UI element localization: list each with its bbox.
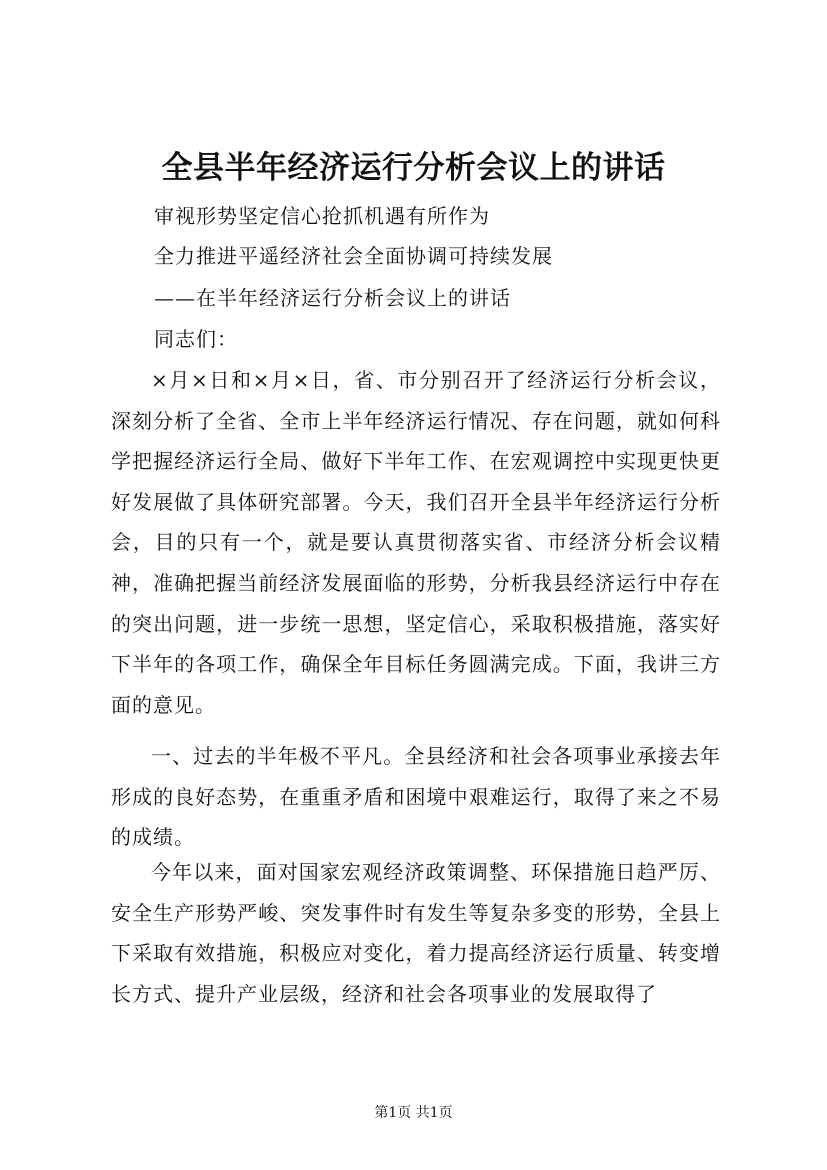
page-footer: 第1页 共1页 — [374, 1105, 453, 1121]
subtitle-line-2: 全力推进平遥经济社会全面协调可持续发展 — [154, 244, 553, 268]
body-paragraph-1: ×月×日和×月×日，省、市分别召开了经济运行分析会议，深刻分析了全省、全市上半年经济运行情况、存在问题，就如何科学把握经济运行全局、做好下半年工作、在宏观调控中实现更快更好发展做了具体研究部署。今天，我们召开全县半年经济运行分析会，目的只有一个，就是要认真贯彻落实省、市经济分析会议精神，准确把握当前经济发展面临的形势，分析我县经济运行中存在的突出问题，进一步统一思想，坚定信心，采取积极措施，落实好下半年的各项工作，确保全年目标任务圆满完成。下面，我讲三方面的意见。 — [111, 368, 721, 717]
document-title: 全县半年经济运行分析会议上的讲话 — [161, 150, 666, 186]
salutation: 同志们： — [154, 327, 238, 351]
body-paragraph-3: 今年以来，面对国家宏观经济政策调整、环保措施日趋严厉、安全生产形势严峻、突发事件时有发生等复杂多变的形势，全县上下采取有效措施，积极应对变化，着力提高经济运行质量、转变增长方式、提升产业层级，经济和社会各项事业的发展取得了 — [111, 860, 721, 1006]
subtitle-line-3: ——在半年经济运行分析会议上的讲话 — [154, 286, 511, 310]
subtitle-line-1: 审视形势坚定信心抢抓机遇有所作为 — [154, 204, 490, 228]
body-paragraph-2: 一、过去的半年极不平凡。全县经济和社会各项事业承接去年形成的良好态势，在重重矛盾和困境中艰难运行，取得了来之不易的成绩。 — [111, 744, 721, 850]
